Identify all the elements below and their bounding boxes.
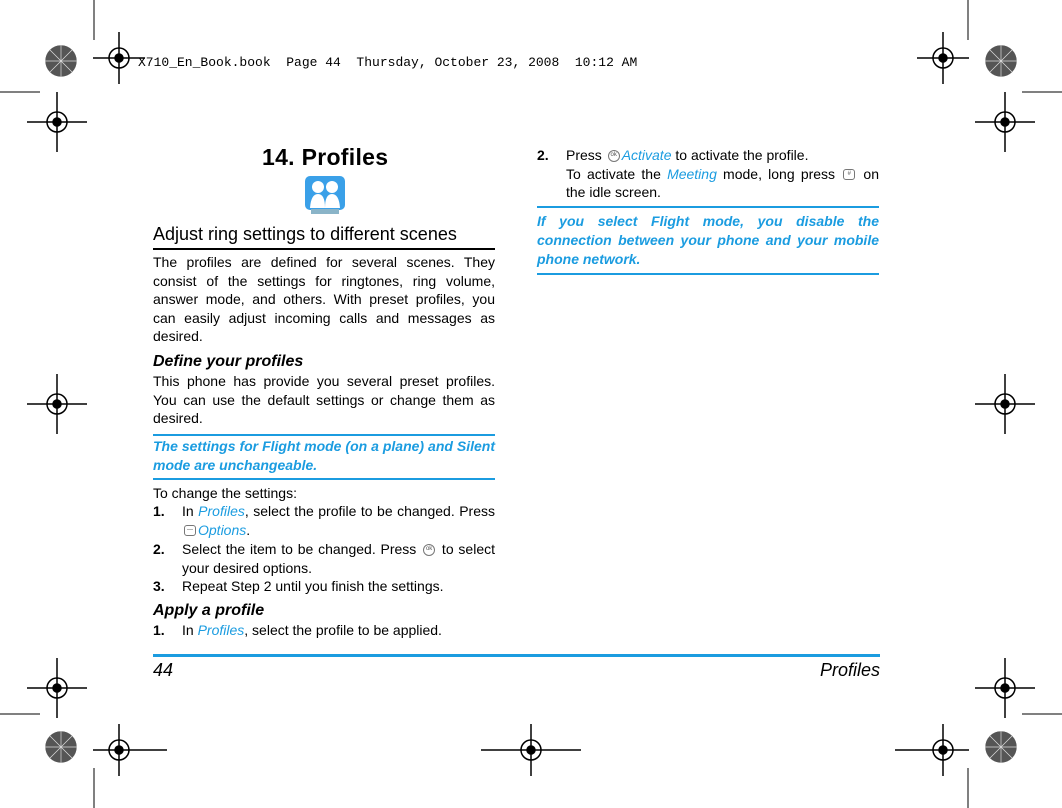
apply-profile-heading: Apply a profile — [153, 602, 265, 619]
meeting-mode-link: Meeting — [667, 165, 717, 182]
step-number: 1. — [153, 622, 165, 638]
step-text: to select your desired options. — [182, 541, 495, 576]
step-text: mode, long press — [716, 165, 842, 182]
left-softkey-icon: — — [184, 525, 196, 536]
profiles-menu-link: Profiles — [197, 622, 245, 638]
step-text: on the idle screen. — [566, 165, 879, 201]
step-number: 2. — [153, 541, 165, 557]
profiles-menu-link: Profiles — [198, 503, 245, 519]
step-number: 2. — [537, 147, 549, 163]
step-text: In — [182, 503, 199, 519]
change-settings-intro: To change the settings: — [153, 485, 297, 501]
profiles-people-icon — [305, 176, 345, 214]
page-number: 44 — [153, 660, 174, 680]
step-text: , select the profile to be changed. Press — [244, 503, 495, 519]
step-text: Repeat Step 2 until you finish the settings. — [182, 578, 444, 594]
step-number: 1. — [153, 503, 165, 519]
define-profiles-heading: Define your profiles — [153, 353, 304, 370]
ok-key-icon: ok — [423, 544, 435, 556]
step-text: , select the profile to be applied. — [244, 622, 442, 638]
step-text: Press — [566, 147, 606, 163]
activate-command-link: Activate — [621, 147, 672, 163]
ok-key-icon: ok — [608, 150, 620, 162]
step-text: Select the item to be changed. Press — [182, 541, 422, 557]
hash-key-icon: # — [843, 169, 855, 180]
step-text: to activate the profile. — [671, 147, 809, 163]
list-item — [537, 146, 879, 202]
list-item — [153, 502, 495, 539]
define-profiles-text: This phone has provide you several preset profiles. You can use the default settings or change them as desired. — [153, 373, 495, 427]
options-menu-link: Options — [198, 521, 247, 538]
list-item — [153, 621, 495, 640]
list-item — [153, 540, 495, 577]
step-number: 3. — [153, 578, 165, 594]
intro-paragraph: The profiles are defined for several scenes. They consist of the settings for ringtones, ring volume, answer mode, and others. With preset profiles, you can easily adjust incoming calls and messages as desired. — [153, 254, 495, 345]
step-text: . — [246, 521, 251, 538]
section-heading: Adjust ring settings to different scenes — [153, 224, 495, 250]
footer-rule — [153, 654, 880, 657]
step-text: To activate the — [566, 165, 668, 182]
step-text: In — [182, 622, 198, 638]
chapter-title: 14. Profiles — [262, 144, 389, 170]
print-header: X710_En_Book.book Page 44 Thursday, October 23, 2008 10:12 AM — [138, 55, 638, 70]
footer-title: Profiles — [819, 660, 880, 680]
note-flight-mode: If you select Flight mode, you disable the connection between your phone and your mobile phone network. — [537, 206, 879, 275]
list-item — [153, 577, 495, 596]
note-unchangeable-modes: The settings for Flight mode (on a plane) and Silent mode are unchangeable. — [153, 434, 495, 480]
